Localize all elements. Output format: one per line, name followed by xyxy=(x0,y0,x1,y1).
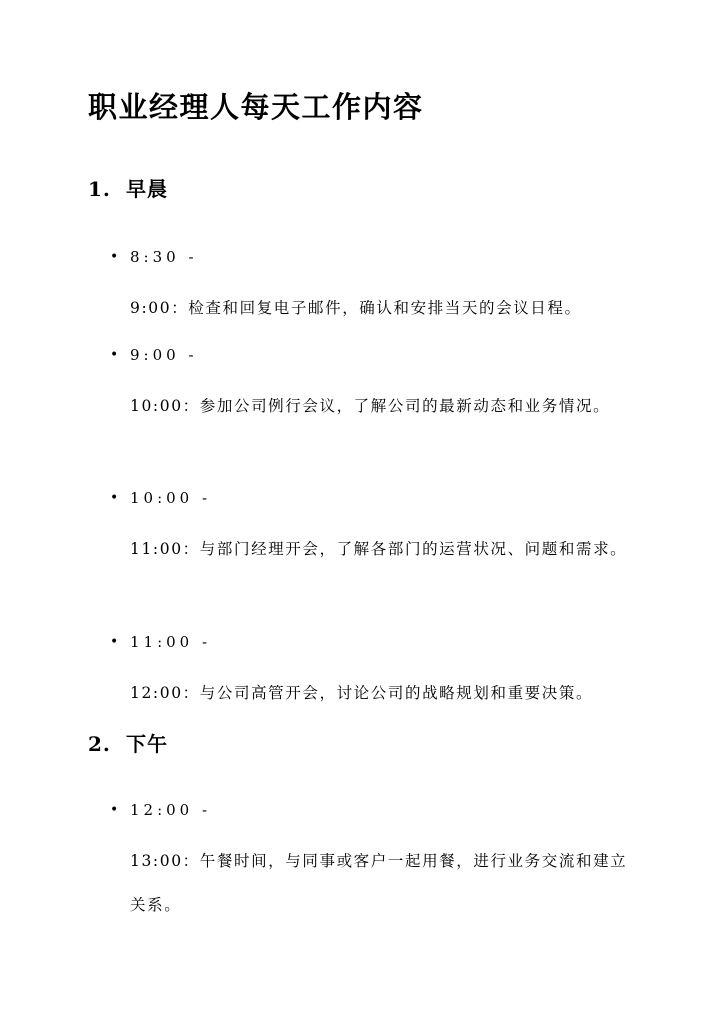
section-heading-morning xyxy=(88,174,168,204)
bullet-icon: • xyxy=(110,634,119,650)
bullet-icon: • xyxy=(110,249,119,265)
time-start: 10:00 - xyxy=(130,489,212,507)
document-title: 职业经理人每天工作内容 xyxy=(88,90,424,124)
time-start: 9:00 - xyxy=(130,346,198,364)
time-start: 8:30 - xyxy=(130,248,198,266)
bullet-icon: • xyxy=(110,490,119,506)
bullet-icon: • xyxy=(110,347,119,363)
bullet-icon: • xyxy=(110,802,119,818)
time-start: 12:00 - xyxy=(130,801,212,819)
section-heading-afternoon xyxy=(88,729,168,759)
item-description: 11:00：与部门经理开会，了解各部门的运营状况、问题和需求。 xyxy=(130,540,628,558)
time-start: 11:00 - xyxy=(130,633,212,651)
item-description: 13:00：午餐时间，与同事或客户一起用餐，进行业务交流和建立关系。 xyxy=(130,852,628,914)
section-number: 2. xyxy=(88,732,111,756)
item-description: 12:00：与公司高管开会，讨论公司的战略规划和重要决策。 xyxy=(130,684,594,702)
section-title: 下午 xyxy=(126,732,168,756)
section-number: 1. xyxy=(88,177,111,201)
section-title: 早晨 xyxy=(126,177,168,201)
item-description: 9:00：检查和回复电子邮件，确认和安排当天的会议日程。 xyxy=(130,299,582,317)
item-description: 10:00：参加公司例行会议，了解公司的最新动态和业务情况。 xyxy=(130,397,611,415)
